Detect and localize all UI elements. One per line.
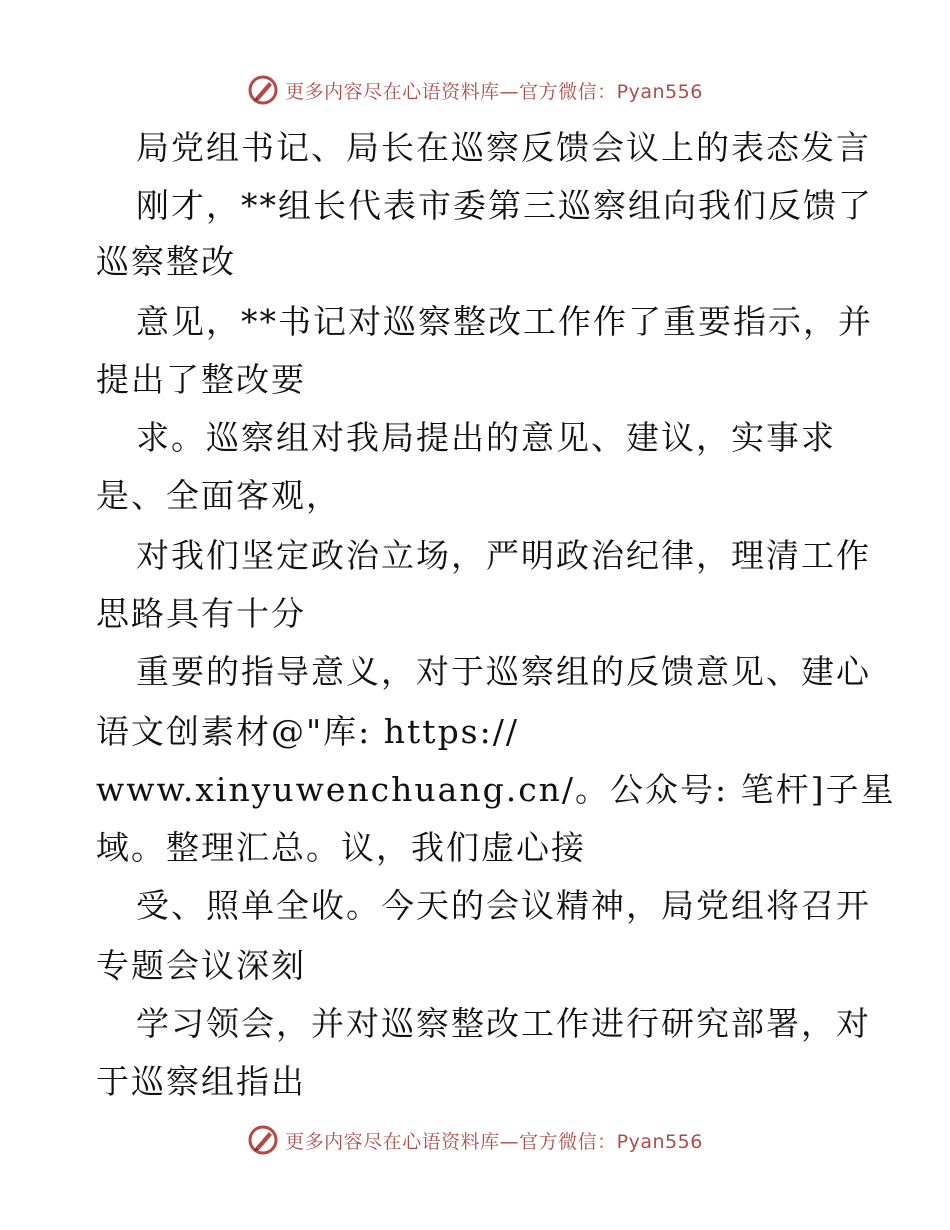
watermark-text: 更多内容尽在心语资料库—官方微信：Pyan556 <box>285 1130 703 1153</box>
text-line: 重要的指导意义，对于巡察组的反馈意见、建心 <box>136 652 871 691</box>
text-line: 意见，**书记对巡察整改工作作了重要指示，并 <box>136 302 873 341</box>
text-line: 专题会议深刻 <box>96 946 306 985</box>
text-line: www.xinyuwenchuang.cn/。公众号: 笔杆]子星 <box>96 770 896 809</box>
text-line: 于巡察组指出 <box>96 1062 306 1101</box>
text-line: 求。巡察组对我局提出的意见、建议，实事求 <box>136 418 836 457</box>
text-line: 刚才，**组长代表市委第三巡察组向我们反馈了 <box>136 186 873 225</box>
text-line: 对我们坚定政治立场，严明政治纪律，理清工作 <box>136 536 871 575</box>
text-line: 思路具有十分 <box>96 594 306 633</box>
watermark-text: 更多内容尽在心语资料库—官方微信：Pyan556 <box>285 80 703 103</box>
text-line: 是、全面客观， <box>96 476 341 515</box>
text-line: 提出了整改要 <box>96 360 306 399</box>
text-line: 学习领会，并对巡察整改工作进行研究部署，对 <box>136 1004 871 1043</box>
pen-logo-icon <box>247 1124 279 1156</box>
pen-logo-icon <box>247 74 279 106</box>
text-line: 巡察整改 <box>96 242 236 281</box>
text-line: 局党组书记、局长在巡察反馈会议上的表态发言 <box>136 128 871 167</box>
header-watermark <box>0 72 950 108</box>
text-line: 域。整理汇总。议，我们虚心接 <box>96 828 586 867</box>
text-line: 语文创素材@"库: https:// <box>96 712 519 751</box>
footer-watermark <box>0 1122 950 1158</box>
text-line: 受、照单全收。今天的会议精神，局党组将召开 <box>136 886 871 925</box>
